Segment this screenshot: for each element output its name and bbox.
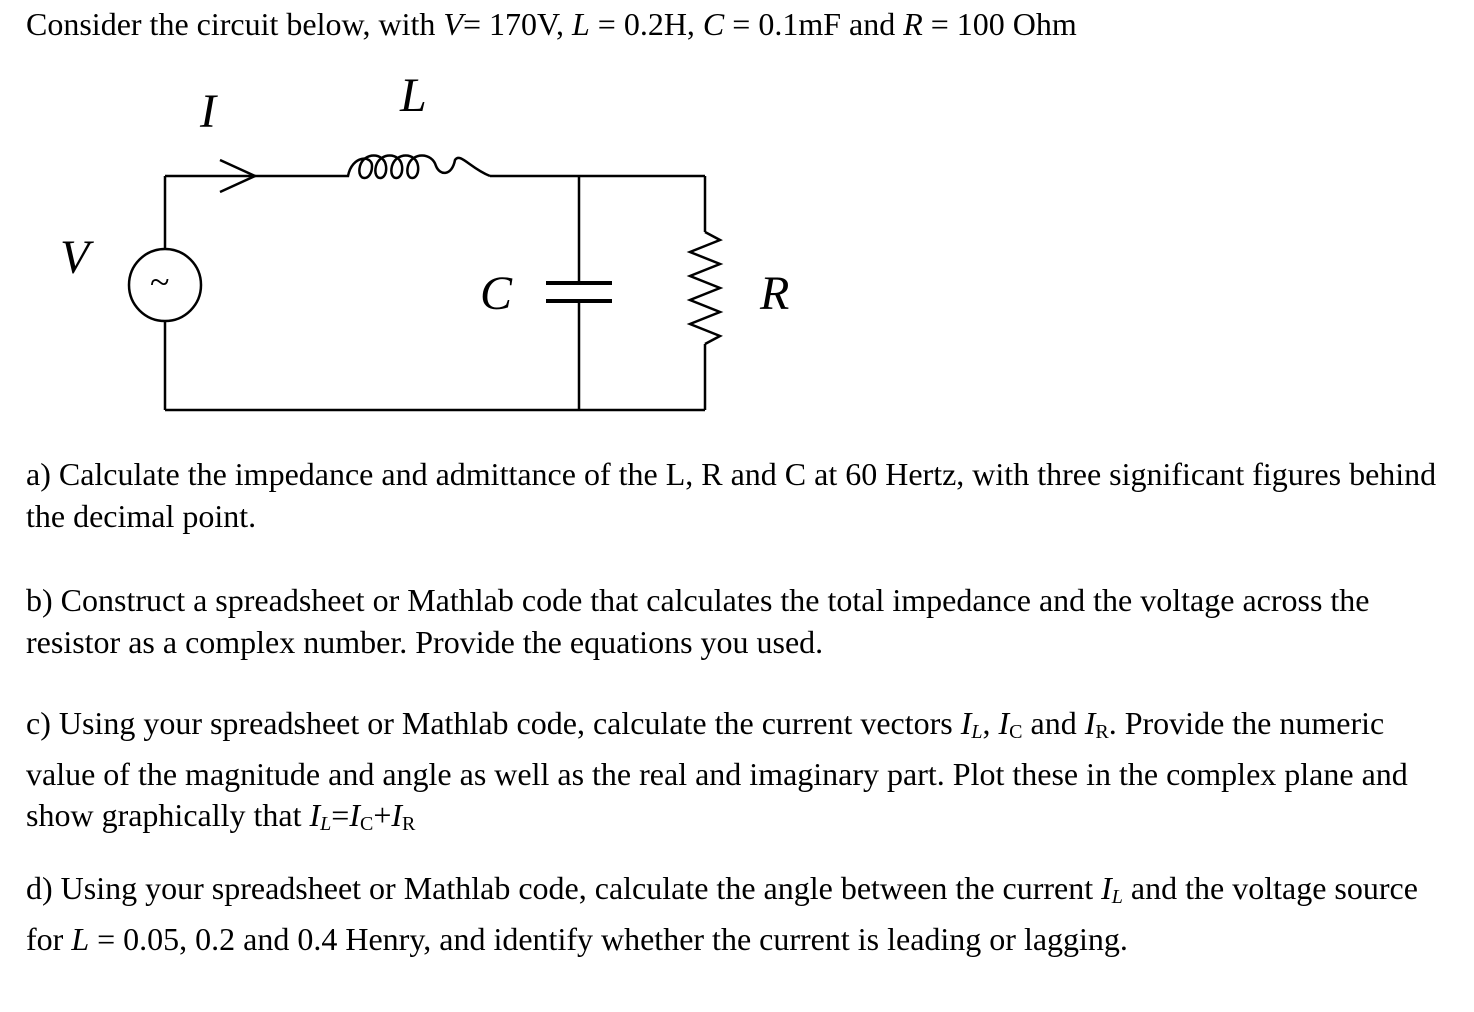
eq-ic: I — [349, 797, 360, 833]
eq-ic-sub: C — [359, 813, 374, 835]
var-r: R — [903, 6, 923, 42]
label-resistor: R — [760, 267, 790, 320]
var-il-d-sub: L — [1111, 886, 1123, 908]
var-il: I — [960, 705, 972, 741]
question-d-text-3: = 0.05, 0.2 and 0.4 Henry, and identify whether the current is leading or lagging. — [97, 920, 1128, 957]
inductor-icon — [325, 156, 490, 179]
var-ic-sub: C — [1009, 721, 1023, 743]
label-voltage: V — [60, 231, 90, 284]
var-ic: I — [998, 705, 1010, 741]
label-inductor: L — [400, 69, 427, 122]
value-v: = 170V, — [462, 6, 564, 42]
question-d — [26, 868, 1456, 960]
label-capacitor: C — [480, 267, 513, 320]
label-current: I — [200, 85, 216, 138]
eq-sign: = — [331, 797, 350, 833]
eq-ir: I — [391, 797, 403, 833]
value-c: = 0.1mF and — [732, 6, 896, 42]
eq-ir-sub: R — [402, 813, 416, 835]
question-d-text-2: and the voltage source for — [26, 870, 1418, 957]
eq-il: I — [309, 797, 321, 833]
var-ir-sub: R — [1095, 721, 1109, 743]
question-b: b) Construct a spreadsheet or Mathlab code that calculates the total impedance and the voltage across the resistor as a complex number. Provide the equations you used. — [26, 582, 1370, 660]
eq-il-sub: L — [320, 813, 332, 835]
value-l: = 0.2H, — [597, 6, 695, 42]
question-c — [26, 703, 1456, 846]
question-d-text-1: d) Using your spreadsheet or Mathlab code, calculate the angle between the current — [26, 870, 1094, 906]
var-ir: I — [1084, 705, 1096, 741]
var-il-d: I — [1101, 870, 1112, 906]
value-r: = 100 Ohm — [930, 6, 1077, 42]
source-symbol-icon: ~ — [150, 262, 170, 302]
var-l: L — [571, 6, 590, 42]
var-l-d: L — [71, 920, 90, 957]
var-v: V — [443, 6, 463, 42]
comma: , — [982, 705, 991, 741]
resistor-icon — [690, 232, 720, 344]
question-a: a) Calculate the impedance and admittance of the L, R and C at 60 Hertz, with three significant figures behind the decimal point. — [26, 456, 1437, 534]
intro-prefix: Consider the circuit below, with — [26, 6, 436, 42]
plus-sign: + — [373, 797, 392, 833]
question-c-text-1: c) Using your spreadsheet or Mathlab code, calculate the current vectors — [26, 705, 953, 741]
var-c: C — [702, 6, 725, 42]
and-text: and — [1030, 705, 1077, 741]
question-c-text-2: . Provide the numeric value of the magnitude and angle as well as the real and imaginary part. Plot these in the complex plane and show graphically that — [26, 705, 1408, 833]
var-il-sub: L — [971, 721, 983, 743]
